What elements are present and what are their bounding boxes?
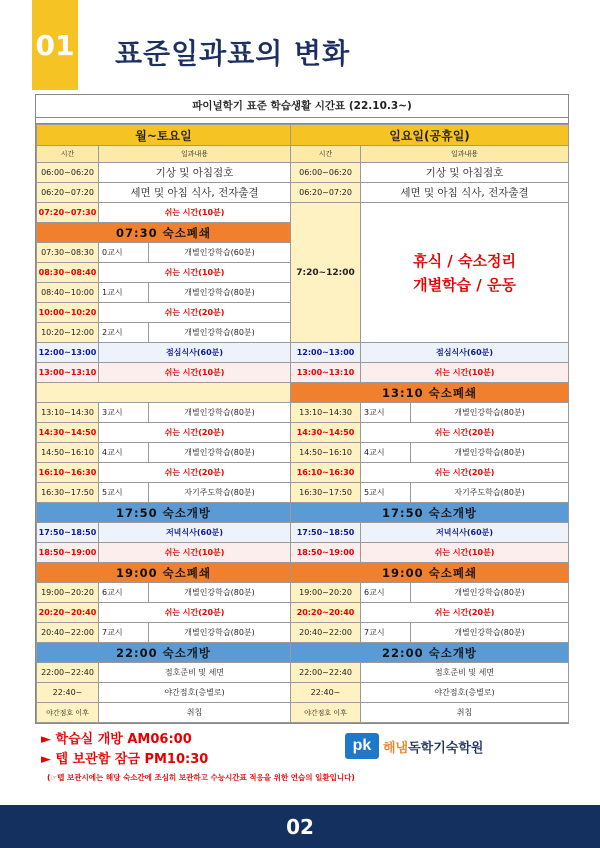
- activity-cell: 개별인강학습(80분): [411, 583, 569, 603]
- weekday-heading: 월~토요일: [37, 125, 291, 146]
- break-cell: 쉬는 시간(10분): [99, 363, 291, 383]
- period-cell: 4교시: [361, 443, 411, 463]
- time-cell: 18:50~19:00: [291, 543, 361, 563]
- dorm-closed-banner: 19:00 숙소폐쇄: [291, 563, 569, 583]
- activity-cell: 점호준비 및 세면: [99, 663, 291, 683]
- time-cell: 10:00~10:20: [37, 303, 99, 323]
- time-cell: 20:20~20:40: [291, 603, 361, 623]
- logo-mark: pk: [345, 733, 379, 759]
- weekday-col-content: 일과내용: [99, 146, 291, 163]
- time-cell: 17:50~18:50: [291, 523, 361, 543]
- time-cell: 16:30~17:50: [291, 483, 361, 503]
- dorm-open-banner: 22:00 숙소개방: [37, 643, 291, 663]
- time-cell: 17:50~18:50: [37, 523, 99, 543]
- activity-cell: 자기주도학습(80분): [149, 483, 291, 503]
- time-cell: 06:20~07:20: [291, 183, 361, 203]
- dorm-closed-banner: 13:10 숙소폐쇄: [291, 383, 569, 403]
- time-cell: 20:40~22:00: [291, 623, 361, 643]
- logo-name: [383, 737, 483, 756]
- break-cell: 쉬는 시간(20분): [99, 463, 291, 483]
- sunday-heading: 일요일(공휴일): [291, 125, 569, 146]
- activity-cell: 개별인강학습(80분): [411, 403, 569, 423]
- activity-cell: 세면 및 아침 식사, 전자출결: [361, 183, 569, 203]
- time-cell: 06:20~07:20: [37, 183, 99, 203]
- tablet-lock-line: [41, 748, 208, 767]
- meal-cell: 점심식사(60분): [361, 343, 569, 363]
- activity-cell: 개별인강학습(80분): [149, 443, 291, 463]
- time-cell: 18:50~19:00: [37, 543, 99, 563]
- academy-logo: [345, 732, 483, 760]
- period-cell: 2교시: [99, 323, 149, 343]
- weekday-col-time: 시간: [37, 146, 99, 163]
- activity-cell: 취침: [361, 703, 569, 723]
- weekday-spacer: [37, 383, 291, 403]
- time-cell: 22:00~22:40: [37, 663, 99, 683]
- break-cell: 쉬는 시간(20분): [99, 603, 291, 623]
- break-cell: 쉬는 시간(10분): [99, 203, 291, 223]
- time-cell: 22:40~: [291, 683, 361, 703]
- tablet-lock-text: 텝 보관함 잠금 PM10:30: [55, 752, 209, 767]
- bullet-icon: ►: [41, 752, 51, 767]
- time-cell: 16:30~17:50: [37, 483, 99, 503]
- dorm-open-banner: 17:50 숙소개방: [37, 503, 291, 523]
- dorm-closed-banner: 19:00 숙소폐쇄: [37, 563, 291, 583]
- activity-cell: 자기주도학습(80분): [411, 483, 569, 503]
- time-cell: 07:30~08:30: [37, 243, 99, 263]
- logo-name-b: 독학기숙학원: [408, 740, 484, 756]
- break-cell: 쉬는 시간(10분): [361, 363, 569, 383]
- activity-cell: 개별인강학습(80분): [149, 283, 291, 303]
- activity-cell: 취침: [99, 703, 291, 723]
- time-cell: 08:30~08:40: [37, 263, 99, 283]
- page-title: 표준일과표의 변화: [115, 37, 351, 70]
- sunday-rest-line1: 휴식 / 숙소정리: [413, 251, 516, 270]
- time-cell: 13:00~13:10: [291, 363, 361, 383]
- break-cell: 쉬는 시간(20분): [361, 603, 569, 623]
- time-cell: 13:10~14:30: [291, 403, 361, 423]
- period-cell: 3교시: [361, 403, 411, 423]
- time-cell: 야간점호 이후: [37, 703, 99, 723]
- time-cell: 22:00~22:40: [291, 663, 361, 683]
- time-cell: 12:00~13:00: [291, 343, 361, 363]
- time-cell: 14:50~16:10: [37, 443, 99, 463]
- footer-notes: [35, 728, 567, 792]
- time-cell: 08:40~10:00: [37, 283, 99, 303]
- break-cell: 쉬는 시간(20분): [361, 463, 569, 483]
- period-cell: 3교시: [99, 403, 149, 423]
- time-cell: 14:50~16:10: [291, 443, 361, 463]
- dorm-closed-banner: 07:30 숙소폐쇄: [37, 223, 291, 243]
- break-cell: 쉬는 시간(10분): [99, 263, 291, 283]
- activity-cell: 개별인강학습(80분): [411, 623, 569, 643]
- period-cell: 4교시: [99, 443, 149, 463]
- break-cell: 쉬는 시간(10분): [361, 543, 569, 563]
- sunday-col-content: 일과내용: [361, 146, 569, 163]
- activity-cell: 세면 및 아침 식사, 전자출결: [99, 183, 291, 203]
- time-cell: 16:10~16:30: [37, 463, 99, 483]
- activity-cell: 개별인강학습(80분): [411, 443, 569, 463]
- page-number: 02: [0, 805, 600, 848]
- bullet-icon: ►: [41, 732, 51, 747]
- activity-cell: 기상 및 아침점호: [361, 163, 569, 183]
- activity-cell: 개별인강학습(80분): [149, 623, 291, 643]
- break-cell: 쉬는 시간(20분): [99, 423, 291, 443]
- timetable: [36, 124, 569, 723]
- time-cell: 20:40~22:00: [37, 623, 99, 643]
- period-cell: 0교시: [99, 243, 149, 263]
- time-cell: 20:20~20:40: [37, 603, 99, 623]
- time-cell: 야간점호 이후: [291, 703, 361, 723]
- time-cell: 10:20~12:00: [37, 323, 99, 343]
- meal-cell: 점심식사(60분): [99, 343, 291, 363]
- break-cell: 쉬는 시간(10분): [99, 543, 291, 563]
- activity-cell: 개별인강학습(60분): [149, 243, 291, 263]
- activity-cell: 야간점호(층별로): [361, 683, 569, 703]
- period-cell: 7교시: [361, 623, 411, 643]
- meal-cell: 저녁식사(60분): [99, 523, 291, 543]
- sunday-rest-block: [361, 203, 569, 343]
- break-cell: 쉬는 시간(20분): [99, 303, 291, 323]
- footnote: (☞텝 보관시에는 해당 숙소간에 조심히 보관하고 수능시간표 적응을 위한 연습의 일환입니다): [47, 773, 355, 782]
- logo-name-a: 해냄: [383, 740, 409, 756]
- activity-cell: 개별인강학습(80분): [149, 323, 291, 343]
- time-cell: 12:00~13:00: [37, 343, 99, 363]
- period-cell: 7교시: [99, 623, 149, 643]
- time-cell: 14:30~14:50: [291, 423, 361, 443]
- meal-cell: 저녁식사(60분): [361, 523, 569, 543]
- period-cell: 1교시: [99, 283, 149, 303]
- time-cell: 19:00~20:20: [291, 583, 361, 603]
- time-cell: 06:00~06:20: [291, 163, 361, 183]
- period-cell: 6교시: [99, 583, 149, 603]
- study-room-open-text: 학습실 개방 AM06:00: [55, 732, 192, 747]
- time-cell: 13:10~14:30: [37, 403, 99, 423]
- time-cell: 13:00~13:10: [37, 363, 99, 383]
- time-cell: 14:30~14:50: [37, 423, 99, 443]
- period-cell: 6교시: [361, 583, 411, 603]
- time-cell: 16:10~16:30: [291, 463, 361, 483]
- timetable-title: 파이널학기 표준 학습생활 시간표 (22.10.3~): [36, 95, 568, 118]
- dorm-open-banner: 22:00 숙소개방: [291, 643, 569, 663]
- activity-cell: 기상 및 아침점호: [99, 163, 291, 183]
- time-cell: 22:40~: [37, 683, 99, 703]
- activity-cell: 개별인강학습(80분): [149, 403, 291, 423]
- period-cell: 5교시: [361, 483, 411, 503]
- dorm-open-banner: 17:50 숙소개방: [291, 503, 569, 523]
- sunday-rest-line2: 개별학습 / 운동: [413, 275, 516, 294]
- section-number: 01: [32, 0, 78, 90]
- timetable-sheet: [35, 94, 569, 724]
- activity-cell: 야간점호(층별로): [99, 683, 291, 703]
- activity-cell: 점호준비 및 세면: [361, 663, 569, 683]
- study-room-open-line: [41, 728, 192, 747]
- time-cell: 07:20~07:30: [37, 203, 99, 223]
- sunday-block-time: 7:20~12:00: [291, 203, 361, 343]
- break-cell: 쉬는 시간(20분): [361, 423, 569, 443]
- time-cell: 19:00~20:20: [37, 583, 99, 603]
- sunday-col-time: 시간: [291, 146, 361, 163]
- period-cell: 5교시: [99, 483, 149, 503]
- activity-cell: 개별인강학습(80분): [149, 583, 291, 603]
- time-cell: 06:00~06:20: [37, 163, 99, 183]
